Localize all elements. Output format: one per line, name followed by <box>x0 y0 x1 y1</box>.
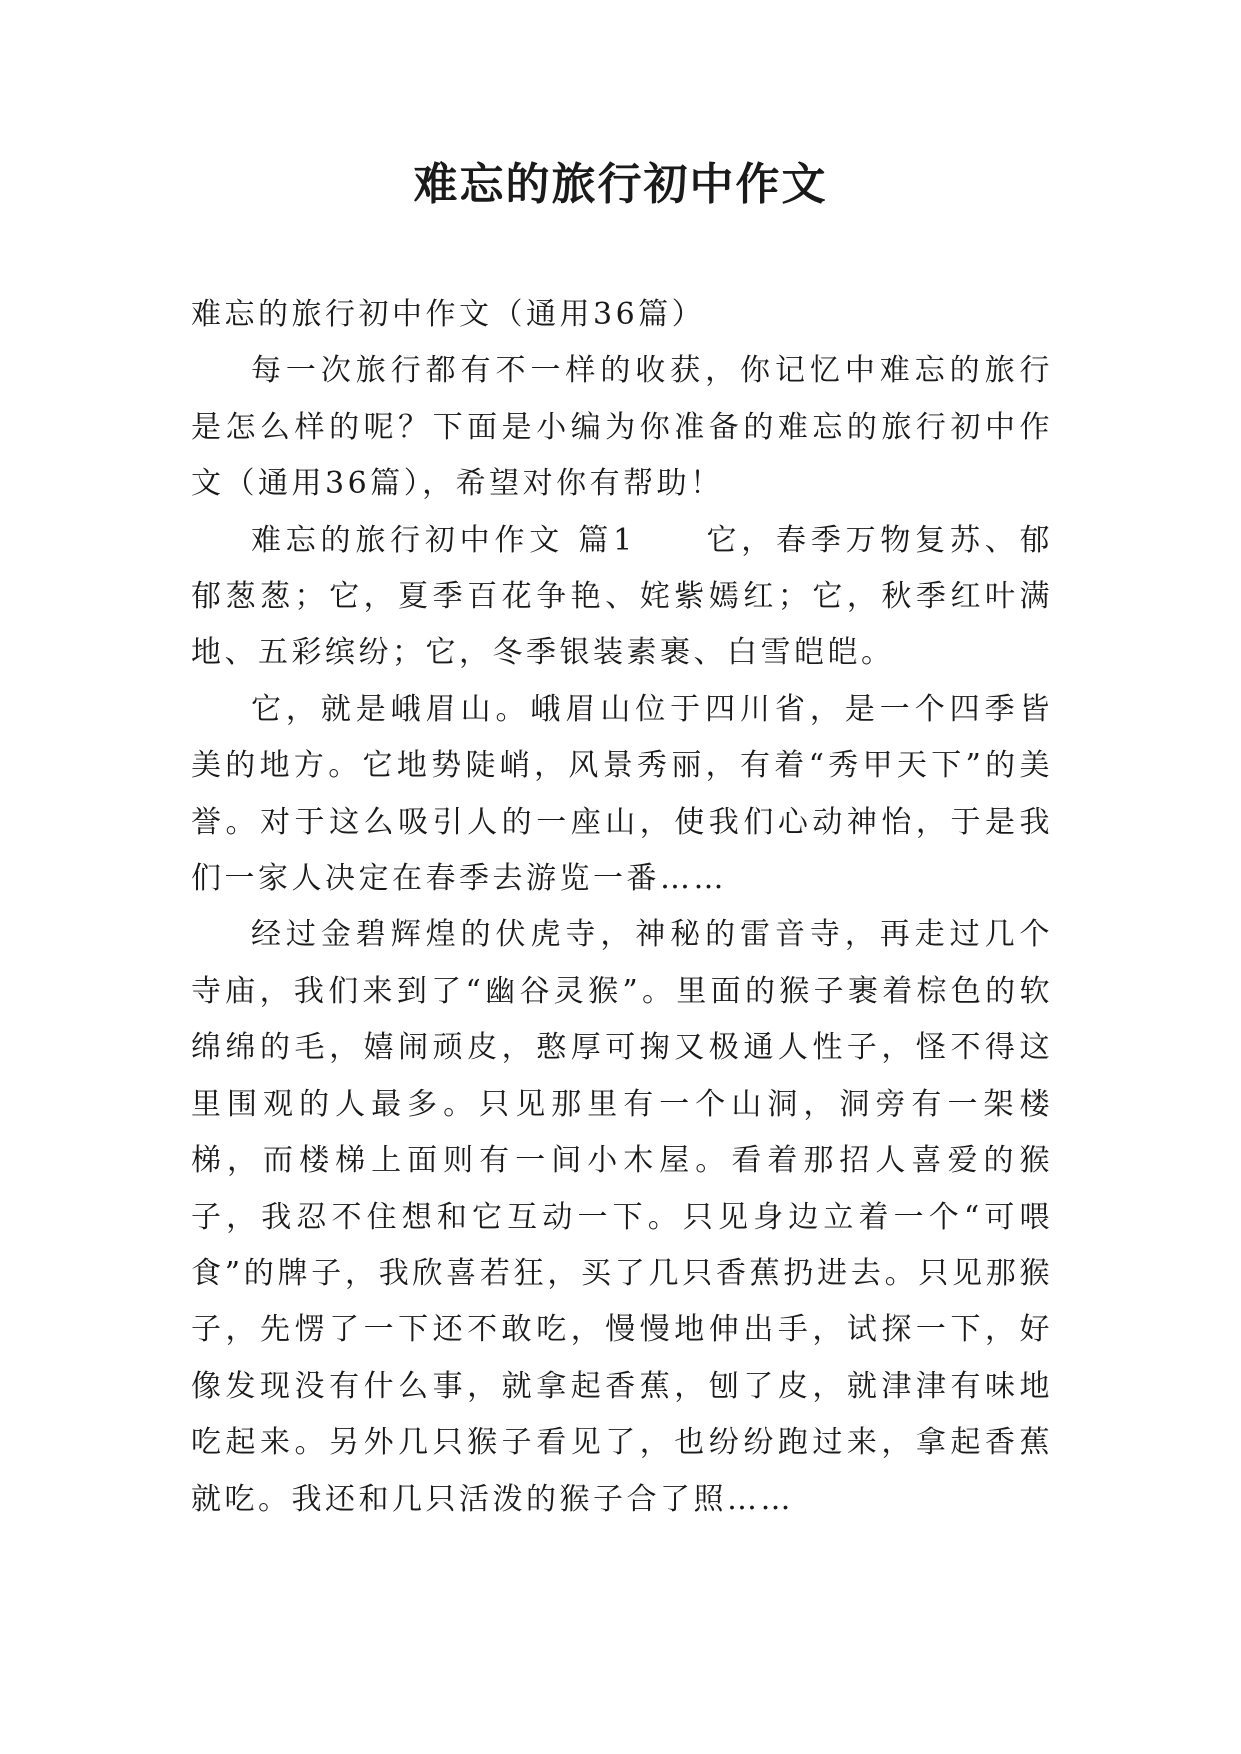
paragraph-emei-mountain: 它，就是峨眉山。峨眉山位于四川省，是一个四季皆美的地方。它地势陡峭，风景秀丽，有着“秀甲天下”的美誉。对于这么吸引人的一座山，使我们心动神怡，于是我们一家人决定在春季去游览一番…… <box>191 691 1053 897</box>
paragraph-intro: 每一次旅行都有不一样的收获，你记忆中难忘的旅行是怎么样的呢？下面是小编为你准备的难忘的旅行初中作文（通用36篇），希望对你有帮助！ <box>191 353 1053 502</box>
paragraph-monkey-valley: 经过金碧辉煌的伏虎寺，神秘的雷音寺，再走过几个寺庙，我们来到了“幽谷灵猴”。里面的猴子裹着棕色的软绵绵的毛，嬉闹顽皮，憨厚可掬又极通人性子，怪不得这里围观的人最多。只见那里有一个山洞，洞旁有一架楼梯，而楼梯上面则有一间小木屋。看着那招人喜爱的猴子，我忍不住想和它互动一下。只见身边立着一个“可喂食”的牌子，我欣喜若狂，买了几只香蕉扔进去。只见那猴子，先愣了一下还不敢吃，慢慢地伸出手，试探一下，好像发现没有什么事，就拿起香蕉，刨了皮，就津津有味地吃起来。另外几只猴子看见了，也纷纷跑过来，拿起香蕉就吃。我还和几只活泼的猴子合了照…… <box>191 917 1053 1517</box>
document-body <box>191 287 1053 1528</box>
document-title: 难忘的旅行初中作文 <box>413 159 828 210</box>
document-subtitle: 难忘的旅行初中作文（通用36篇） <box>191 297 706 332</box>
paragraph-essay-1-opening: 难忘的旅行初中作文 篇1 它，春季万物复苏、郁郁葱葱；它，夏季百花争艳、姹紫嫣红；它，秋季红叶满地、五彩缤纷；它，冬季银装素裹、白雪皑皑。 <box>191 522 1053 671</box>
